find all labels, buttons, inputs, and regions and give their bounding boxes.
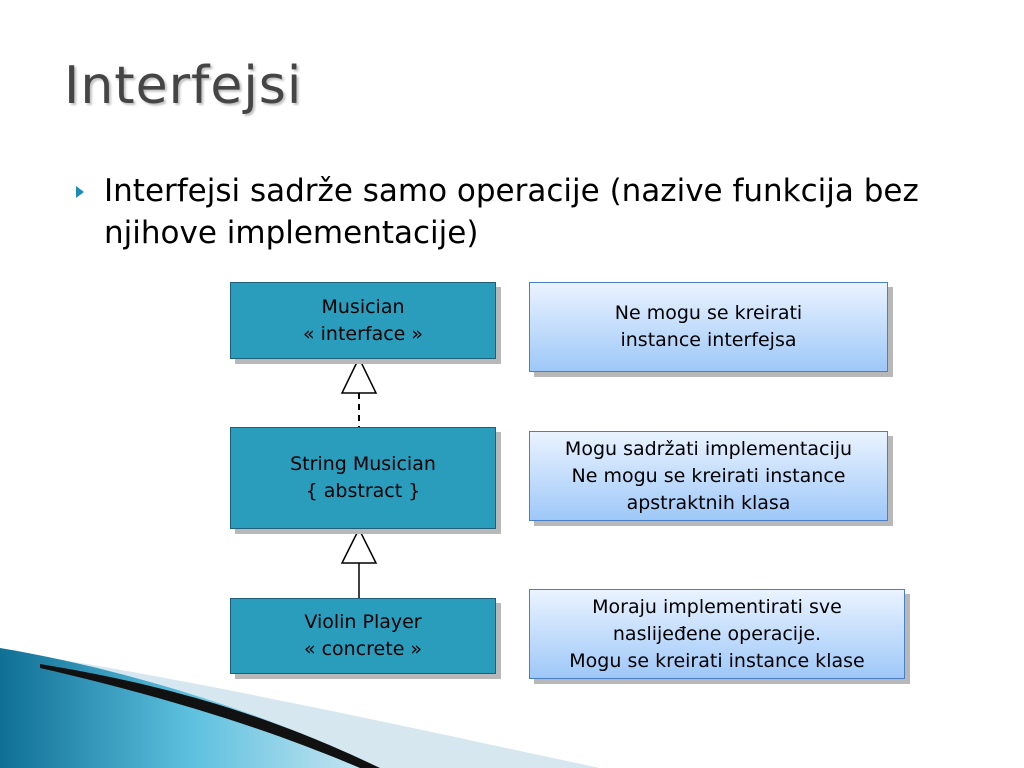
note-line: Ne mogu se kreirati — [614, 302, 803, 324]
note-line: apstraktnih klasa — [626, 491, 791, 514]
class-stereotype: « concrete » — [303, 638, 423, 660]
note-line: naslijeđene operacije. — [612, 622, 822, 645]
class-name: Violin Player — [304, 611, 422, 633]
class-name: Musician — [321, 295, 405, 318]
note-line: instance interfejsa — [620, 329, 797, 351]
note-line: Mogu se kreirati instance klase — [569, 649, 865, 672]
class-stereotype: { abstract } — [305, 480, 421, 502]
note-line: Moraju implementirati sve — [592, 595, 842, 618]
class-stereotype: « interface » — [302, 322, 424, 345]
note-line: Mogu sadržati implementaciju — [564, 437, 853, 460]
note-line: Ne mogu se kreirati instance — [571, 464, 846, 487]
slide-title: Interfejsi — [64, 56, 303, 116]
bullet-text: Interfejsi sadrže samo operacije (nazive funkcija bez njihove implementacije) — [104, 173, 919, 251]
class-name: String Musician — [290, 453, 436, 475]
